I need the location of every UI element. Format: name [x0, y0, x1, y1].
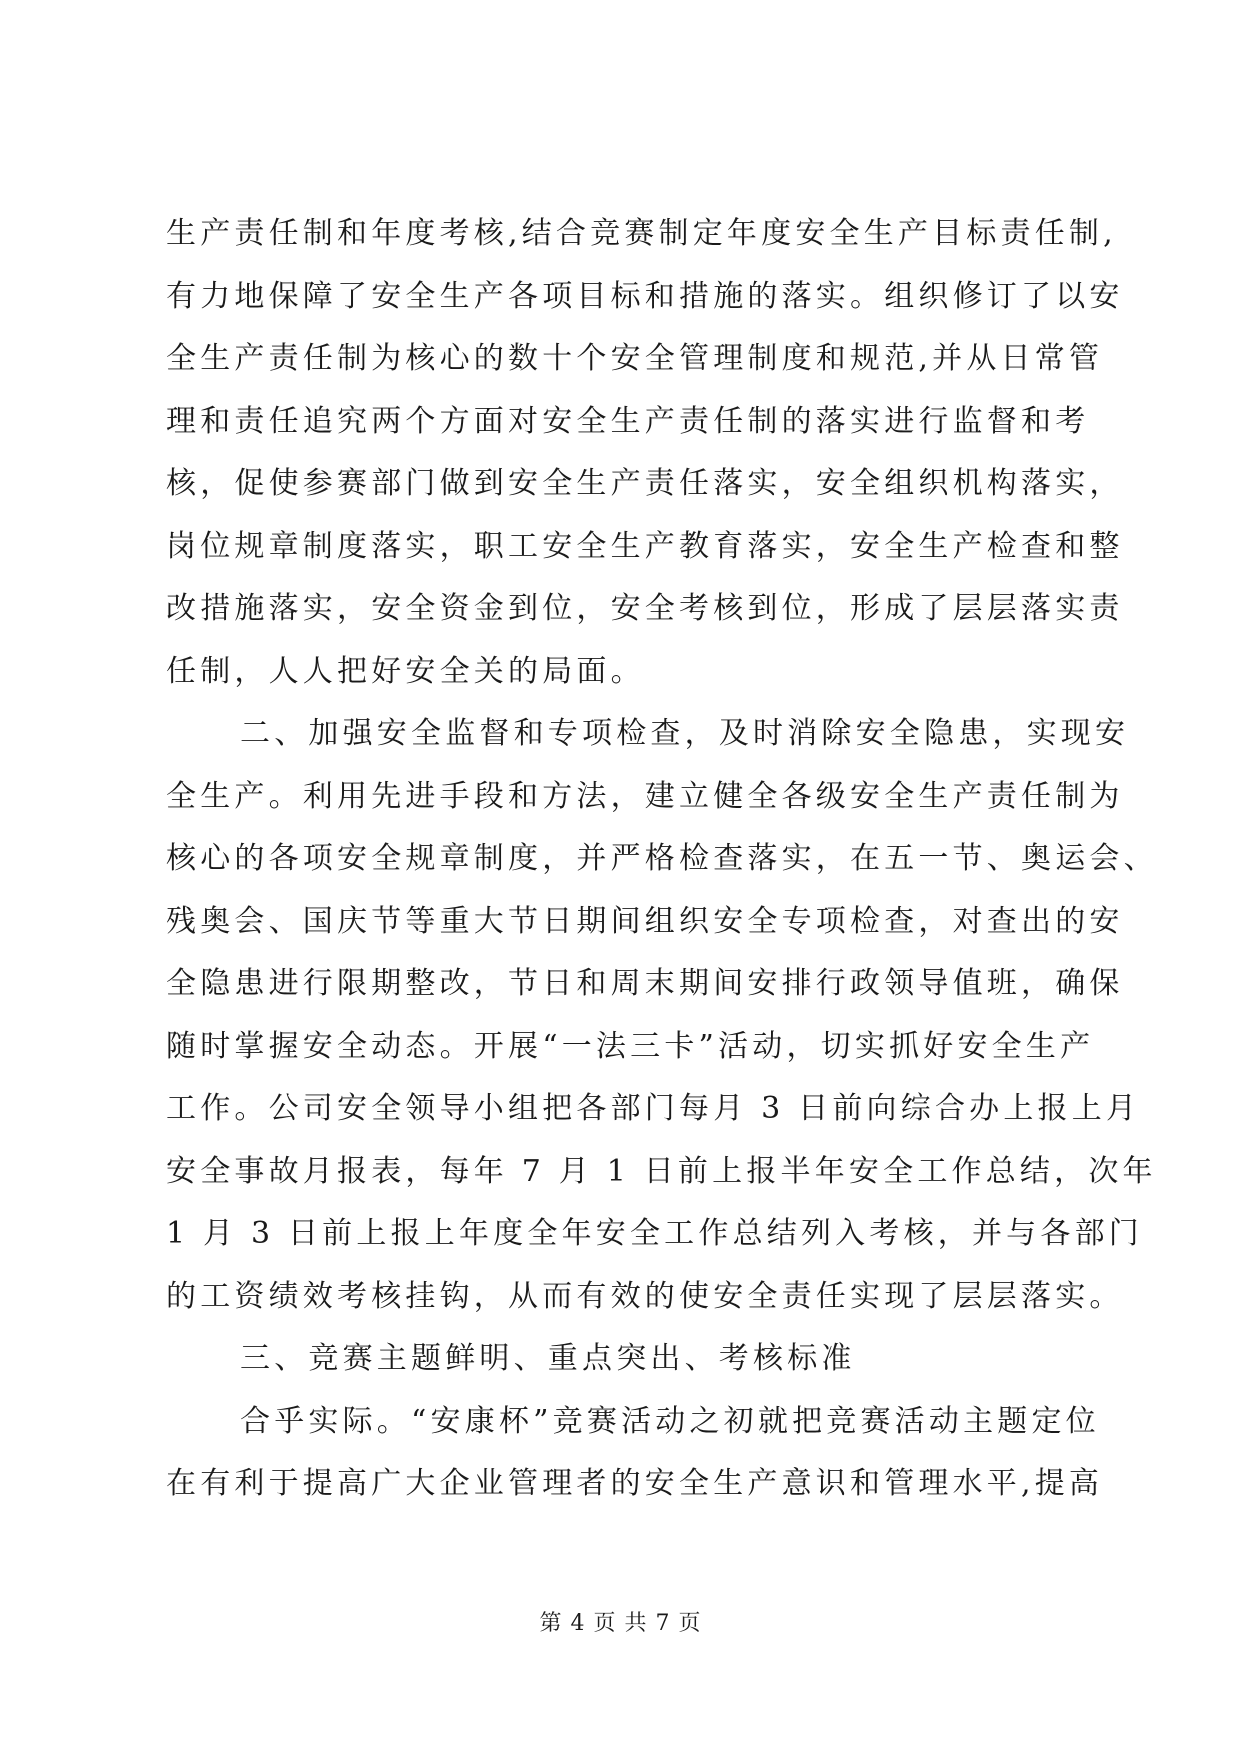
text-line: 随时掌握安全动态。开展“一法三卡”活动，切实抓好安全生产 — [166, 1028, 1095, 1064]
text-line: 生产责任制和年度考核,结合竞赛制定年度安全生产目标责任制, — [166, 216, 1117, 251]
text-line: 合乎实际。“安康杯”竞赛活动之初就把竞赛活动主题定位 — [240, 1403, 1100, 1439]
text-line: 1 月 3 日前上报上年度全年安全工作总结列入考核，并与各部门 — [166, 1216, 1143, 1251]
text-line: 全隐患进行限期整改，节日和周末期间安排行政领导值班，确保 — [166, 966, 1124, 1001]
text-line: 工作。公司安全领导小组把各部门每月 3 日前向综合办上报上月 — [166, 1091, 1141, 1126]
text-line: 三、竞赛主题鲜明、重点突出、考核标准 — [240, 1341, 856, 1376]
text-line: 改措施落实，安全资金到位，安全考核到位，形成了层层落实责 — [166, 591, 1124, 626]
text-line: 全生产。利用先进手段和方法，建立健全各级安全生产责任制为 — [166, 778, 1124, 814]
text-line: 核心的各项安全规章制度，并严格检查落实，在五一节、奥运会、 — [166, 841, 1158, 876]
page-footer: 第 4 页 共 7 页 — [539, 1611, 702, 1636]
text-line: 岗位规章制度落实，职工安全生产教育落实，安全生产检查和整 — [166, 528, 1124, 564]
text-line: 在有利于提高广大企业管理者的安全生产意识和管理水平,提高 — [166, 1466, 1104, 1501]
document-body — [166, 203, 1158, 1516]
text-line: 有力地保障了安全生产各项目标和措施的落实。组织修订了以安 — [166, 278, 1124, 314]
text-line: 全生产责任制为核心的数十个安全管理制度和规范,并从日常管 — [166, 341, 1104, 376]
text-line: 残奥会、国庆节等重大节日期间组织安全专项检查，对查出的安 — [166, 903, 1124, 939]
text-line: 核，促使参赛部门做到安全生产责任落实，安全组织机构落实， — [166, 466, 1124, 501]
text-line: 二、加强安全监督和专项检查，及时消除安全隐患，实现安 — [240, 716, 1130, 751]
text-line: 理和责任追究两个方面对安全生产责任制的落实进行监督和考 — [166, 403, 1090, 439]
text-line: 的工资绩效考核挂钩，从而有效的使安全责任实现了层层落实。 — [166, 1278, 1124, 1314]
text-line: 安全事故月报表，每年 7 月 1 日前上报半年安全工作总结，次年 — [166, 1153, 1157, 1189]
text-line: 任制，人人把好安全关的局面。 — [166, 653, 645, 689]
